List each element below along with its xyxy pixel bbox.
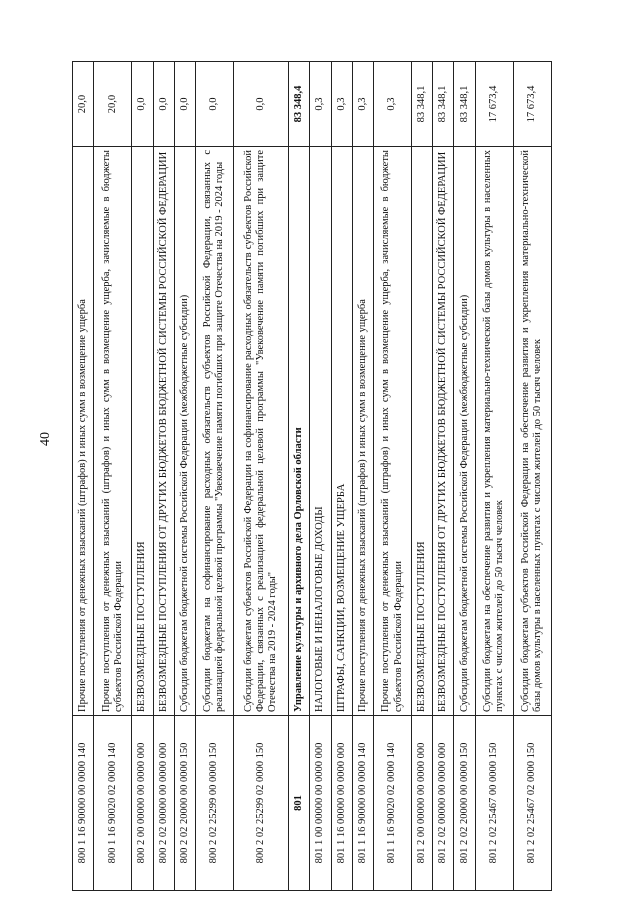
budget-code-cell: 801 2 02 20000 00 0000 150 (454, 716, 475, 891)
budget-code-cell: 800 2 02 00000 00 0000 000 (153, 716, 174, 891)
description-cell: Субсидии бюджетам субъектов Российской Федерации на софинансирование расходных обязательств субъектов Российской Федерации, связанных с реализацией федеральной целевой программы "Увековечение памяти погибших при защите Отечества на 2019 - 2024 годы" (234, 147, 289, 716)
description-cell: Прочие поступления от денежных взысканий (штрафов) и иных сумм в возмещение ущерба, зачисляемые в бюджеты субъектов Российской Федерации (94, 147, 132, 716)
amount-cell: 17 673,4 (513, 62, 551, 147)
amount-cell: 83 348,1 (412, 62, 433, 147)
budget-code-cell: 800 2 02 20000 00 0000 150 (174, 716, 195, 891)
amount-cell: 0,0 (234, 62, 289, 147)
budget-code-cell: 801 1 16 90020 02 0000 140 (373, 716, 411, 891)
amount-cell: 0,0 (153, 62, 174, 147)
table-row (132, 62, 153, 891)
budget-code-cell: 800 2 02 25299 00 0000 150 (195, 716, 233, 891)
amount-cell: 20,0 (73, 62, 94, 147)
budget-code-cell: 801 1 16 90000 00 0000 140 (352, 716, 373, 891)
budget-code-cell: 800 1 16 90020 02 0000 140 (94, 716, 132, 891)
budget-code-cell: 801 (289, 716, 310, 891)
description-cell: Субсидии бюджетам субъектов Российской Федерации на обеспечение развития и укрепления материально-технической базы домов культуры в населенных пунктах с числом жителей до 50 тысяч человек (513, 147, 551, 716)
budget-code-cell: 801 2 02 25467 02 0000 150 (513, 716, 551, 891)
amount-cell: 0,3 (352, 62, 373, 147)
table-row (513, 62, 551, 891)
table-row (331, 62, 352, 891)
description-cell: НАЛОГОВЫЕ И НЕНАЛОГОВЫЕ ДОХОДЫ (310, 147, 331, 716)
description-cell: Управление культуры и архивного дела Орловской области (289, 147, 310, 716)
table-row (352, 62, 373, 891)
description-cell: Субсидии бюджетам на обеспечение развития и укрепления материально-технической базы домов культуры в населенных пунктах с числом жителей до 50 тысяч человек (475, 147, 513, 716)
amount-cell: 20,0 (94, 62, 132, 147)
budget-revenue-table (72, 61, 552, 891)
table-row (310, 62, 331, 891)
amount-cell: 17 673,4 (475, 62, 513, 147)
amount-cell: 83 348,1 (433, 62, 454, 147)
budget-code-cell: 801 2 00 00000 00 0000 000 (412, 716, 433, 891)
table-row (412, 62, 433, 891)
amount-cell: 0,0 (195, 62, 233, 147)
table-row (174, 62, 195, 891)
table-row (234, 62, 289, 891)
budget-code-cell: 801 2 02 00000 00 0000 000 (433, 716, 454, 891)
table-body (73, 62, 552, 891)
budget-code-cell: 801 1 00 00000 00 0000 000 (310, 716, 331, 891)
description-cell: БЕЗВОЗМЕЗДНЫЕ ПОСТУПЛЕНИЯ ОТ ДРУГИХ БЮДЖЕТОВ БЮДЖЕТНОЙ СИСТЕМЫ РОССИЙСКОЙ ФЕДЕРАЦИИ (433, 147, 454, 716)
amount-cell: 83 348,4 (289, 62, 310, 147)
budget-code-cell: 800 1 16 90000 00 0000 140 (73, 716, 94, 891)
table-row (433, 62, 454, 891)
table-row (454, 62, 475, 891)
table-row (475, 62, 513, 891)
table-row (94, 62, 132, 891)
description-cell: Прочие поступления от денежных взысканий (штрафов) и иных сумм в возмещение ущерба (352, 147, 373, 716)
amount-cell: 0,0 (132, 62, 153, 147)
description-cell: Прочие поступления от денежных взысканий (штрафов) и иных сумм в возмещение ущерба (73, 147, 94, 716)
budget-code-cell: 801 2 02 25467 00 0000 150 (475, 716, 513, 891)
description-cell: Прочие поступления от денежных взысканий (штрафов) и иных сумм в возмещение ущерба, зачисляемые в бюджеты субъектов Российской Федерации (373, 147, 411, 716)
description-cell: Субсидии бюджетам на софинансирование расходных обязательств субъектов Российской Федерации, связанных с реализацией федеральной целевой программы "Увековечение памяти погибших при защите Отечества на 2019 - 2024 годы (195, 147, 233, 716)
description-cell: БЕЗВОЗМЕЗДНЫЕ ПОСТУПЛЕНИЯ (412, 147, 433, 716)
budget-code-cell: 800 2 02 25299 02 0000 150 (234, 716, 289, 891)
description-cell: БЕЗВОЗМЕЗДНЫЕ ПОСТУПЛЕНИЯ (132, 147, 153, 716)
amount-cell: 0,3 (331, 62, 352, 147)
rotated-page (72, 61, 552, 891)
page-number: 40 (38, 432, 53, 446)
description-cell: ШТРАФЫ, САНКЦИИ, ВОЗМЕЩЕНИЕ УЩЕРБА (331, 147, 352, 716)
amount-cell: 83 348,1 (454, 62, 475, 147)
table-row (73, 62, 94, 891)
amount-cell: 0,3 (310, 62, 331, 147)
table-row (195, 62, 233, 891)
description-cell: Субсидии бюджетам бюджетной системы Российской Федерации (межбюджетные субсидии) (454, 147, 475, 716)
amount-cell: 0,0 (174, 62, 195, 147)
budget-code-cell: 800 2 00 00000 00 0000 000 (132, 716, 153, 891)
amount-cell: 0,3 (373, 62, 411, 147)
description-cell: БЕЗВОЗМЕЗДНЫЕ ПОСТУПЛЕНИЯ ОТ ДРУГИХ БЮДЖЕТОВ БЮДЖЕТНОЙ СИСТЕМЫ РОССИЙСКОЙ ФЕДЕРАЦИИ (153, 147, 174, 716)
table-row (153, 62, 174, 891)
table-row (289, 62, 310, 891)
description-cell: Субсидии бюджетам бюджетной системы Российской Федерации (межбюджетные субсидии) (174, 147, 195, 716)
table-row (373, 62, 411, 891)
budget-code-cell: 801 1 16 00000 00 0000 000 (331, 716, 352, 891)
